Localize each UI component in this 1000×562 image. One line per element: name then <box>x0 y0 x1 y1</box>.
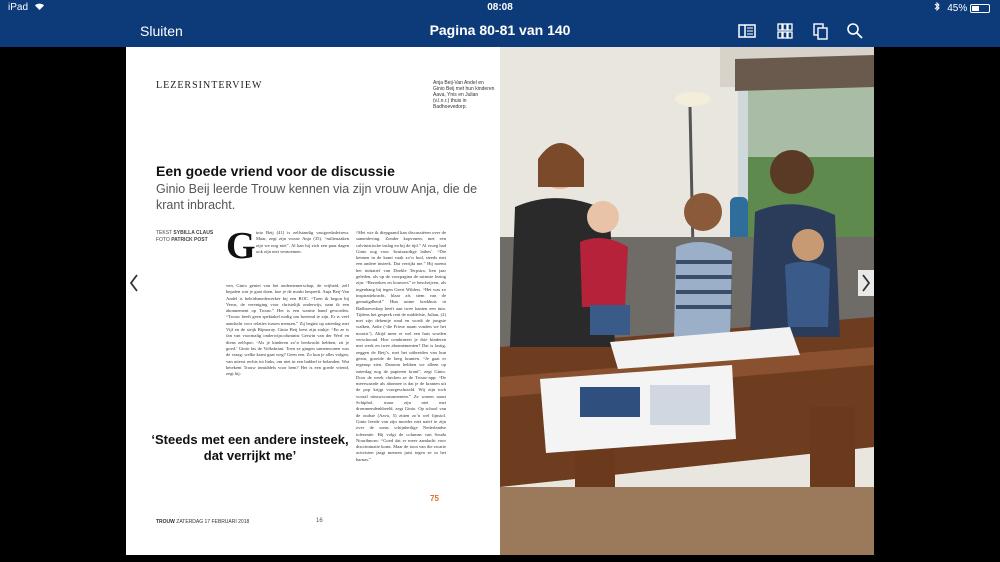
drop-cap: G <box>226 225 256 267</box>
credit-text-name: SYBILLA CLAUS <box>173 230 214 236</box>
photo-caption: Anja Beij-Van Andel en Ginio Beij met hun kinderen Aava, Ynis en Julian (v.l.n.r.) thuis in Badhoevedorp. <box>433 80 495 110</box>
left-page <box>126 47 500 555</box>
sidebar-icon[interactable] <box>737 21 757 41</box>
article-credits <box>156 230 213 244</box>
section-label: LEZERSINTERVIEW <box>156 80 263 91</box>
body-column-2: “Met wie ik diepgaand kan discussiëren over de samenleving. Zonder kopvonen, met een calvinistische inslag en bij de tijd.” Al vroeg had Ginio oog voor ‘kruisaardige lathes’. “Die kennen in de krant vaak zo’n bod, steeds met een andere insteek. Dat verrijkt me.” Hij noemt het initiatief van Doekle Terpstra, lien jaar geleden, als op de voorpagina de ruimste lezing zijn: “Bezoeken en bouwers” te beschrijven, als tegenhang bij tegen Geert Wilders. “Het was zo inspiratiekracht, blaar als stem van de gematigdheid.” Hun ruime boekhuis in Badhoevedorp heeft aan twee kanten een tuin. Tijdens het gesprek rent de middelste, Julian, (2) met zijn dekentje rond en wordt de jongste walken, Anke (‘die Friese naam vonden we het mooist’). Altijd meer er wel een huis worden verschoond. Hoe combineert je drie kinderen met werk en twee abonnementen? Dat is lastig, zeggen de Beij’s, met het uitbreiden van hun gezin, groeide de berg kranten. “Je gaat er tegenop zien. Daarom hebben we alleen op zaterdag nog de papieren krant”, zegt Ginio. Door de week checken ze de Trouw-app: “De meerwaarde als abonnee is dat je de kranten uit de pop krijgt voorgeschoteld. Wij zijn toch vooral nieuwsconsumenten.” Ze wonen naast Schiphol, maar zijn niet met drommendenkbeeld, zegt Ginio. Op school van de oudste (Aava, 5) zitten zo’n wel lijnstol. Ginio leerde van zijn moeder niet naïef te zijn over de soms schijnheilige Nederlandse tolerantie. Hij volgt de columns van Souda Nouribnonc: “Goed dat er meer aandacht voor discriminatie komt. Maar de toon van die zwarte activisten jaagt mensen juist tegen ze in het harnas.” <box>356 230 446 462</box>
device-label: iPad <box>8 2 29 13</box>
grid-icon[interactable] <box>775 21 795 41</box>
page-footer <box>156 519 249 525</box>
chevron-right-icon <box>858 270 874 296</box>
article-headline: Een goede vriend voor de discussie <box>156 163 395 179</box>
next-page-button[interactable] <box>858 270 874 296</box>
previous-page-button[interactable] <box>126 270 142 296</box>
magazine-spread[interactable] <box>126 47 874 555</box>
body-column-1b: ven, Ginio geniet van het ondernemerschap, de vrijheid, zelf bepalen wat je gaat doen, hoe je de markt bespeelt. Anja Beij-Van Andel is beleidsmedewerker bij een ROC. “Toen ik begon bij Verus, de vereniging voor christelijk onderwijs, nam ik een abonnement op Trouw.” Het is een warme band geworden. “Trouw heeft geen spektakel nodig om boeiend te zijn. Er is veel aandacht voor relaties tussen mensen.” Zij begint op zaterdag met Vijf en de strijk Bijmoray. Ginio Beij leest zijn stukje. “En ze is fan van voormalig onderwijscolumnist Gerwin van der Werf en diens zelfspot: ‘Als je kinderen zo’n leerkracht hebben, zit je goed.’ Ginio las de Volkskrant. Toen ze gingen samenwonen was de vraag: welke krant gaat weg? Geen een. Zo kun je alles volgen, van uiterst rechts tot links, om niet in een bubbel te belanden. Wat betekent Trouw inmiddels voor hem? Het is een goede vriend, zegt hij: <box>226 283 349 377</box>
status-time: 08:08 <box>487 2 513 13</box>
copy-icon[interactable] <box>810 21 830 41</box>
family-photo <box>500 47 874 555</box>
pull-quote: ‘Steeds met een andere insteek, dat verrijkt me’ <box>151 432 349 463</box>
chevron-left-icon <box>126 270 142 296</box>
end-mark: 75 <box>430 494 439 503</box>
bluetooth-icon <box>934 3 943 14</box>
bottom-bar <box>0 555 1000 562</box>
search-icon[interactable] <box>845 21 865 41</box>
close-button[interactable]: Sluiten <box>140 23 183 39</box>
battery-percent: 45% <box>947 3 968 14</box>
page-title: Pagina 80-81 van 140 <box>429 22 571 38</box>
footer-date: ZATERDAG 17 FEBRUARI 2018 <box>176 519 250 525</box>
credit-text-label: TEKST <box>156 230 173 236</box>
credit-photo-label: FOTO <box>156 237 170 243</box>
article-subhead: Ginio Beij leerde Trouw kennen via zijn vrouw Anja, die de krant inbracht. <box>156 182 478 212</box>
body-column-1a: inio Beij (41) is zelfstandig vastgoedadviseur. Maar, zegt zijn vrouw Anja (35), “milieuzaken zijn we nog niet”. Al kan hij zich een paar dagen ook zijn niet vernoemen. <box>256 230 349 254</box>
page-number: 16 <box>316 518 323 524</box>
status-bar <box>0 0 1000 15</box>
credit-photo-name: PATRICK POST <box>171 237 208 243</box>
nav-bar <box>0 15 1000 47</box>
footer-paper: TROUW <box>156 519 175 525</box>
battery-icon <box>970 4 990 13</box>
